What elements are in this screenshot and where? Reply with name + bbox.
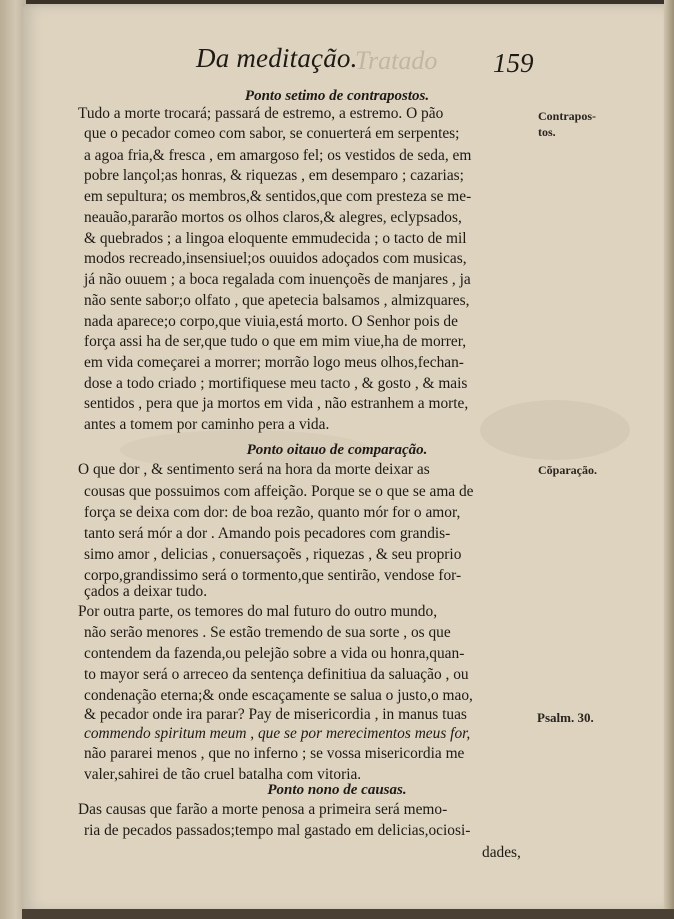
text-line: em sepultura; os membros,& sentidos,que com presteza se me- xyxy=(84,188,472,205)
margin-note-contrapostos: Contrapos- tos. xyxy=(538,109,597,139)
text-line: pobre lançol;as honras, & riquezas , em desemparo ; cazarias; xyxy=(84,167,464,184)
text-line: modos recreado,insensiuel;os ouuidos adoçados com musicas, xyxy=(84,250,467,267)
page-number: 159 xyxy=(493,48,534,78)
text-line: força se deixa com dor: de boa rezão, quanto mór for o amor, xyxy=(84,504,461,521)
text-line: já não ouuem ; a boca regalada com inuençoẽs de manjares , ja xyxy=(84,271,471,288)
text-line: çados a deixar tudo. xyxy=(84,583,208,600)
text-line: to mayor será o arreceo da sentença definitiua da saluação , ou xyxy=(84,666,469,683)
page-edge-bottom xyxy=(22,909,674,919)
text-line: sentidos , pera que ja mortos em vida , não estranhem a morte, xyxy=(84,395,469,412)
text-line: dose a todo criado ; mortifiquese meu tacto , & gosto , & mais xyxy=(84,375,468,392)
text-line: commendo spiritum meum , que se por merecimentos meus for, xyxy=(84,725,471,742)
section-title: Ponto nono de causas. xyxy=(267,782,407,798)
text-line: não pararei menos , que no inferno ; se vossa misericordia me xyxy=(84,745,465,762)
text-line: neauão,pararão mortos os olhos claros,& alegres, eclypsados, xyxy=(84,209,462,226)
text-line: & pecador onde ira parar? Pay de misericordia , in manus tuas xyxy=(84,706,467,723)
text-line: ria de pecados passados;tempo mal gastado em delicias,ociosi- xyxy=(84,822,471,839)
text-line: condenação eterna;& onde escaçamente se salua o justo,o mao, xyxy=(84,687,473,704)
text-line: O que dor , & sentimento será na hora da morte deixar as xyxy=(78,461,430,478)
text-line: não sente sabor;o olfato , que apetecia balsamos , almizquares, xyxy=(84,292,470,309)
text-line: Por outra parte, os temores do mal futuro do outro mundo, xyxy=(78,603,438,620)
text-line: & quebrados ; a lingoa eloquente emmudecida ; o tacto de mil xyxy=(84,230,467,247)
text-line: não serão menores . Se estão tremendo de sua sorte , os que xyxy=(84,624,451,641)
margin-note-comparacao: Cõparação. xyxy=(538,463,597,477)
text-line: Tudo a morte trocará; passará de estremo, a estremo. O pão xyxy=(78,105,444,122)
text-line: a agoa fria,& fresca , em amargoso fel; os vestidos de seda, em xyxy=(84,147,472,164)
text-line: cousas que possuimos com affeição. Porque se o que se ama de xyxy=(84,483,474,500)
text-line: tanto será mór a dor . Amando pois pecadores com grandis- xyxy=(84,525,451,542)
margin-note-psalm: Psalm. 30. xyxy=(537,710,594,725)
running-head: Da meditação. xyxy=(196,43,358,73)
section-title: Ponto oitauo de comparação. xyxy=(246,442,428,458)
catchword: dades, xyxy=(482,844,521,861)
text-line: corpo,grandissimo será o tormento,que sentirão, vendose for- xyxy=(84,567,462,584)
section-title: Ponto setimo de contrapostos. xyxy=(244,88,430,104)
text-line: nada aparece;o corpo,que viuia,está morto. O Senhor pois de xyxy=(84,313,458,330)
text-line: Das causas que farão a morte penosa a primeira será memo- xyxy=(78,801,448,818)
text-line: que o pecador comeo com sabor, se conuerterá em serpentes; xyxy=(84,125,460,142)
text-line: simo amor , delicias , conuersaçoẽs , riquezas , & seu proprio xyxy=(84,546,462,563)
text-line: contendem da fazenda,ou pelejão sobre a vida ou honra,quan- xyxy=(84,645,465,662)
text-line: força assi ha de ser,que tudo o que em mim viue,ha de morrer, xyxy=(84,333,467,350)
text-line: valer,sahirei de tão cruel batalha com vitoria. xyxy=(84,766,362,783)
text-line: em vida começarei a morrer; morrão logo meus olhos,fechan- xyxy=(84,354,464,371)
text-line: antes a tomem por caminho pera a vida. xyxy=(84,416,330,433)
